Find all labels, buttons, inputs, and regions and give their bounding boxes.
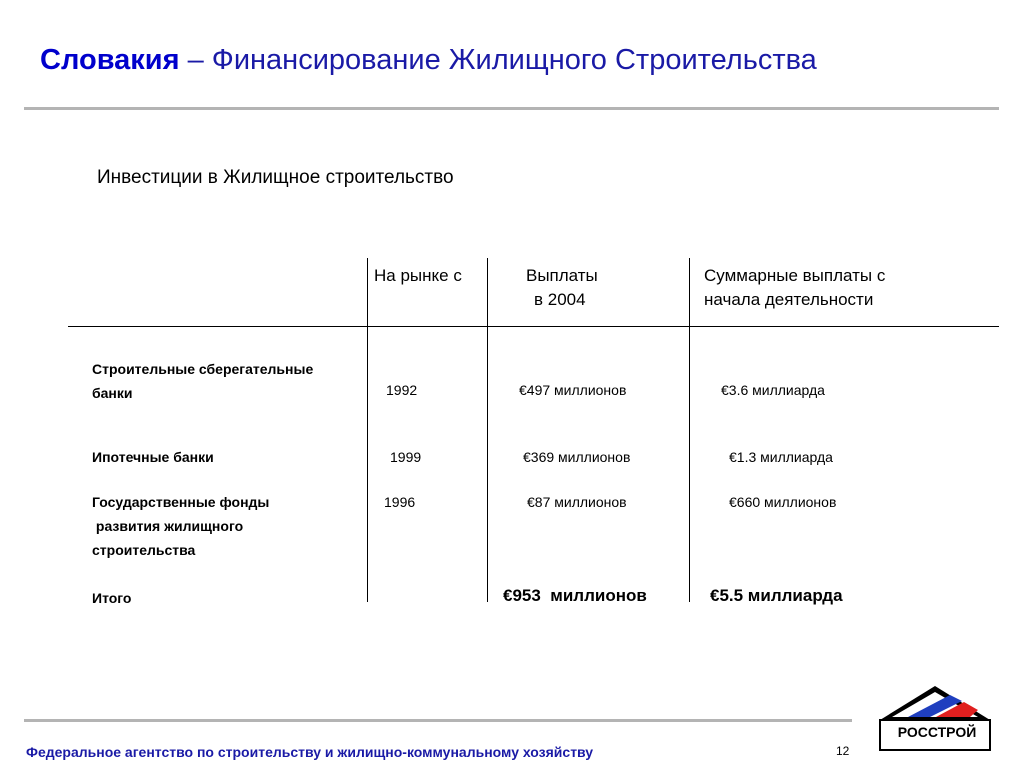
row-label-total: Итого — [92, 590, 132, 606]
slide-title — [40, 44, 817, 77]
title-rest: – Финансирование Жилищного Строительства — [179, 44, 817, 76]
row-label-mortgage-banks: Ипотечные банки — [92, 449, 214, 465]
page-number: 12 — [836, 744, 850, 758]
cell-total-payments: €660 миллионов — [729, 494, 837, 510]
header-market-since: На рынке с — [374, 266, 462, 285]
cell-year: 1996 — [384, 494, 416, 510]
row-label-savings-banks: Строительные сберегательные банки — [92, 361, 314, 401]
rosstroy-logo — [878, 684, 992, 752]
cell-total-payments: €3.6 миллиарда — [721, 382, 825, 398]
footer-divider — [24, 719, 852, 722]
header-total-payments: Суммарные выплаты с начала деятельности — [704, 266, 886, 309]
cell-total-payments: €1.3 миллиарда — [729, 449, 833, 465]
cell-year: 1992 — [386, 382, 418, 398]
header-payments-2004: Выплаты в 2004 — [526, 266, 598, 309]
cell-payments-2004: €497 миллионов — [519, 382, 627, 398]
cell-year: 1999 — [390, 449, 422, 465]
title-divider — [24, 107, 999, 110]
logo-text: РОССТРОЙ — [897, 724, 977, 740]
column-divider — [487, 258, 488, 602]
total-payments-2004: €953 миллионов — [503, 586, 647, 605]
total-cumulative-payments: €5.5 миллиарда — [710, 586, 843, 605]
footer-agency-name: Федеральное агентство по строительству и жилищно-коммунальному хозяйству — [26, 744, 594, 760]
cell-payments-2004: €87 миллионов — [527, 494, 627, 510]
cell-payments-2004: €369 миллионов — [523, 449, 631, 465]
column-divider — [367, 258, 368, 602]
row-label-state-funds: Государственные фонды развития жилищного строительства — [92, 494, 270, 558]
title-country: Словакия — [40, 44, 180, 76]
table-header-rule — [68, 326, 999, 327]
column-divider — [689, 258, 690, 602]
section-subtitle: Инвестиции в Жилищное строительство — [97, 167, 454, 188]
